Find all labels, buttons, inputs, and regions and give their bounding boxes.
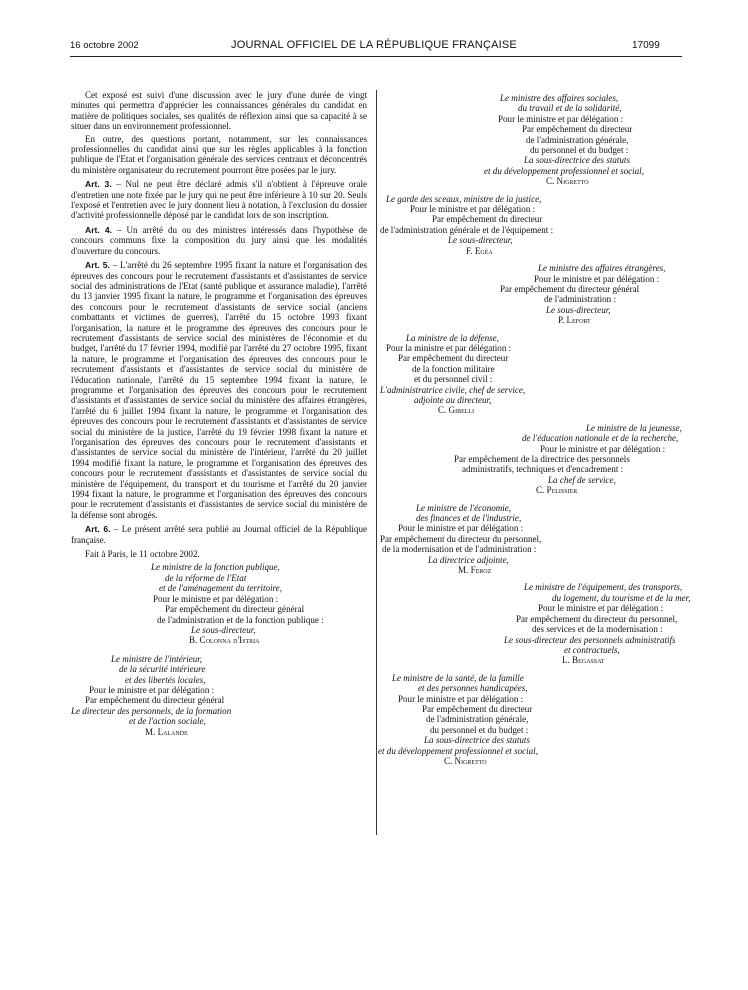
signatory-name: C. Pelissier bbox=[536, 485, 578, 496]
signature-block bbox=[386, 423, 686, 496]
header-date: 16 octobre 2002 bbox=[70, 40, 139, 51]
paragraph-text: – L'arrêté du 26 septembre 1995 fixant la nature et l'organisation des épreuves des concours pour le recrutement d'assistants et d'assistantes de service social des administrations de l'Etat (santé publique et assurance maladie), l'arrêté du 13 janvier 1995 fixant la nature, le programme et l'organisation des épreuves des concours pour le recrutement d'assistants de service social (anciens combattants et victimes de guerres), l'arrêté du 15 octobre 1993 fixant l'organisation, la nature et le programme des épreuves des concours pour le recrutement d'assistants de service social des ministères de l'économie et du budget, l'arrêté du 17 février 1994, modifié par l'arrêté du 27 octobre 1995, fixant la nature, le programme et l'organisation des épreuves des concours pour le recrutement d'assistants et d'assistantes de service social du ministère de l'éducation nationale, l'arrêté du 15 septembre 1994 fixant la nature, le programme et l'organisation des épreuves des concours pour le recrutement d'assistants et d'assistantes de service social du ministère des affaires étrangères, l'arrêté du 6 juillet 1994 fixant la nature, le programme et l'organisation des épreuves des concours pour le recrutement d'assistants et d'assistantes de service social du ministère de la justice, l'arrêté du 19 février 1998 fixant la nature et l'organisation des épreuves des concours pour le recrutement d'assistants et d'assistantes de service social du ministère de l'intérieur, l'arrêté du 20 juillet 1994 modifié fixant la nature, le programme et l'organisation des épreuves des concours pour le recrutement d'assistants et d'assistantes de service social du ministère de l'équipement, du transport et du tourisme et l'arrêté du 20 janvier 1994 fixant la nature, le programme et l'organisation des épreuves des concours pour le recrutement d'assistants et d'assistantes de service social du ministère de la défense sont abrogés. bbox=[71, 260, 367, 520]
article-label: Art. 6. bbox=[85, 524, 111, 535]
signature-line: du logement, du tourisme et de la mer, bbox=[552, 592, 691, 603]
article-paragraph bbox=[71, 524, 367, 545]
column-divider bbox=[376, 90, 377, 835]
signature-line: du personnel et du budget : bbox=[430, 724, 529, 735]
article-label: Art. 4. bbox=[85, 224, 113, 235]
signature-line: des finances et de l'industrie, bbox=[416, 513, 522, 524]
paragraph-text: Cet exposé est suivi d'une discussion avec le jury d'une durée de vingt minutes qui permettra d'apprécier les connaissances générales du candidat en matière de politiques sociales, ses qualités de réflexion ainsi que sa capacité à se situer dans un environnement professionnel. bbox=[71, 90, 367, 132]
signature-line: La sous-directrice des statuts bbox=[524, 155, 630, 166]
signature-line: Pour le ministre et par délégation : bbox=[398, 693, 524, 704]
article-text bbox=[71, 90, 367, 545]
signature-line: Pour le ministre et par délégation : bbox=[398, 523, 524, 534]
signature-line: et contractuels, bbox=[564, 644, 620, 655]
signature-block bbox=[386, 263, 686, 325]
signature-line: Pour le ministre et par délégation : bbox=[534, 273, 660, 284]
article-label: Art. 5. bbox=[85, 260, 110, 271]
signature-line: Pour le ministre et par délégation : bbox=[153, 593, 279, 604]
article-paragraph bbox=[71, 260, 367, 520]
right-signatures bbox=[378, 93, 691, 766]
signature-line: Par empêchement du directeur du personnel, bbox=[380, 533, 542, 544]
signature-line: de la réforme de l'Etat bbox=[165, 572, 247, 583]
article-paragraph bbox=[71, 225, 367, 256]
signature-line: et des personnes handicapées, bbox=[418, 683, 528, 694]
signature-line: adjointe au directeur, bbox=[414, 394, 492, 405]
signature-line: Pour la ministre et par délégation : bbox=[386, 342, 512, 353]
signature-line: Le ministre de la jeunesse, bbox=[586, 422, 682, 433]
signatory-name: C. Gibelli bbox=[438, 405, 475, 416]
signature-line: et du développement professionnel et social, bbox=[378, 745, 538, 756]
signature-line: administratifs, techniques et d'encadrement : bbox=[462, 464, 624, 475]
page-number: 17099 bbox=[632, 40, 660, 51]
signature-line: Le ministre de l'économie, bbox=[416, 502, 512, 513]
signature-line: Pour le ministre et par délégation : bbox=[540, 443, 666, 454]
paragraph-text: En outre, des questions portant, notamment, sur les connaissances professionnelles du candidat ainsi que sur les règles applicables à la fonction publique de l'Etat et l'organisation générale des services centraux et déconcentrés du ministère organisateur du recrutement pourront être posées par le jury. bbox=[71, 133, 367, 175]
signature-line: et de l'action sociale, bbox=[129, 716, 206, 727]
signature-line: Pour le ministre et par délégation : bbox=[538, 603, 664, 614]
signature-line: de la fonction militaire bbox=[412, 363, 495, 374]
signature-block bbox=[380, 332, 686, 416]
signature-line: La sous-directrice des statuts bbox=[424, 735, 530, 746]
signature-line: Le ministre de la santé, de la famille bbox=[392, 672, 524, 683]
signature-line: Par empêchement de la directrice des personnels bbox=[454, 454, 630, 464]
signature-line: Le ministre des affaires sociales, bbox=[500, 93, 619, 103]
signature-line: et du personnel civil : bbox=[414, 374, 493, 385]
signatory-name: F. Egéa bbox=[466, 245, 493, 256]
signature-block bbox=[71, 562, 367, 645]
signature-line: et de l'aménagement du territoire, bbox=[159, 583, 282, 594]
signature-line: du travail et de la solidarité, bbox=[518, 103, 622, 114]
signature-line: Par empêchement du directeur général bbox=[500, 283, 640, 294]
signature-line: du personnel et du budget : bbox=[530, 145, 629, 156]
body-paragraph bbox=[71, 90, 367, 132]
signature-line: Le sous-directeur, bbox=[448, 235, 513, 246]
right-column bbox=[378, 93, 691, 766]
article-paragraph bbox=[71, 179, 367, 221]
signature-line: La chef de service, bbox=[548, 474, 616, 485]
paragraph-text: – Nul ne peut être déclaré admis s'il n'obtient à l'épreuve orale d'entretien une note fixée par le jury qui ne peut être inférieure à 10 sur 20. Seuls l'exposé et l'entretien avec le jury donnent lieu à notation, à l'exclusion du dossier d'activité professionnelle déposé par le candidat lors de son inscription. bbox=[71, 179, 367, 221]
left-signatures bbox=[71, 562, 367, 737]
signature-line: Le ministre de l'équipement, des transports, bbox=[524, 582, 683, 593]
signature-line: de l'administration générale, bbox=[426, 714, 529, 725]
signature-line: de la sécurité intérieure bbox=[119, 664, 206, 675]
signature-line: Par empêchement du directeur bbox=[522, 124, 633, 135]
signature-line: La ministre de la défense, bbox=[406, 332, 499, 343]
article-label: Art. 3. bbox=[85, 179, 112, 190]
signature-line: Le ministre de l'intérieur, bbox=[111, 653, 203, 664]
signature-line: et des libertés locales, bbox=[125, 674, 206, 685]
signature-line: L'administratrice civile, chef de service, bbox=[380, 384, 526, 395]
signature-line: Par empêchement du directeur général bbox=[165, 604, 305, 615]
left-column bbox=[71, 90, 367, 737]
body-paragraph bbox=[71, 134, 367, 176]
paragraph-text: – Le présent arrêté sera publié au Journal officiel de la République française. bbox=[71, 524, 367, 545]
signature-block bbox=[378, 672, 686, 767]
signatory-name: P. Lefort bbox=[558, 315, 591, 326]
signature-line: Par empêchement du directeur du personnel, bbox=[516, 613, 678, 624]
signature-line: des services et de la modernisation : bbox=[532, 624, 663, 635]
header-rule bbox=[70, 56, 682, 57]
signature-block bbox=[386, 93, 686, 187]
signature-line: de la modernisation et de l'administration : bbox=[382, 544, 537, 555]
signature-block bbox=[386, 582, 691, 666]
signature-line: de l'administration et de la fonction publique : bbox=[157, 614, 324, 625]
signature-line: Pour le ministre et par délégation : bbox=[498, 113, 624, 124]
signature-line: Pour le ministre et par délégation : bbox=[410, 204, 536, 215]
signature-line: Le sous-directeur, bbox=[191, 624, 256, 635]
signature-line: Le directeur des personnels, de la formation bbox=[71, 705, 232, 716]
signature-block bbox=[71, 654, 367, 737]
paragraph-text: – Un arrêté du ou des ministres intéressés dans l'hypothèse de concours communs fixe la composition du jury ainsi que les modalités d'ouverture du concours. bbox=[71, 224, 367, 256]
page-header bbox=[0, 40, 748, 54]
signing-date: Fait à Paris, le 11 octobre 2002. bbox=[85, 549, 200, 560]
signatory-name: C. Nigretto bbox=[444, 755, 487, 766]
signatory-name: L. Begassat bbox=[562, 655, 605, 666]
signature-line: Par empêchement du directeur bbox=[422, 703, 533, 714]
signatory-name: B. Colonna d'Istria bbox=[189, 635, 260, 646]
signature-line: de l'administration : bbox=[544, 294, 616, 305]
signature-line: Le sous-directeur, bbox=[546, 304, 611, 315]
signature-line: Par empêchement du directeur bbox=[398, 353, 509, 364]
signature-line: Le sous-directeur des personnels administratifs bbox=[504, 634, 676, 645]
signatory-name: M. Feroz bbox=[458, 565, 492, 576]
signature-line: de l'éducation nationale et de la recherche, bbox=[522, 433, 679, 444]
signature-line: Par empêchement du directeur général bbox=[85, 695, 225, 706]
signature-line: de l'administration générale, bbox=[526, 134, 629, 145]
signature-line: Le ministre des affaires étrangères, bbox=[538, 263, 666, 274]
signature-line: La directrice adjointe, bbox=[428, 554, 509, 565]
signature-line: Le ministre de la fonction publique, bbox=[151, 562, 280, 573]
signature-line: Par empêchement du directeur bbox=[432, 214, 543, 225]
signature-line: de l'administration générale et de l'équipement : bbox=[380, 224, 554, 235]
journal-title: JOURNAL OFFICIEL DE LA RÉPUBLIQUE FRANÇAISE bbox=[231, 39, 517, 51]
signature-line: et du développement professionnel et social, bbox=[484, 165, 644, 176]
signature-line: Le garde des sceaux, ministre de la justice, bbox=[386, 193, 542, 204]
signature-line: Pour le ministre et par délégation : bbox=[89, 684, 215, 695]
signatory-name: C. Nigretto bbox=[546, 176, 589, 187]
signature-block bbox=[380, 193, 686, 256]
signature-block bbox=[380, 502, 686, 576]
signatory-name: M. Lalande bbox=[145, 726, 188, 737]
